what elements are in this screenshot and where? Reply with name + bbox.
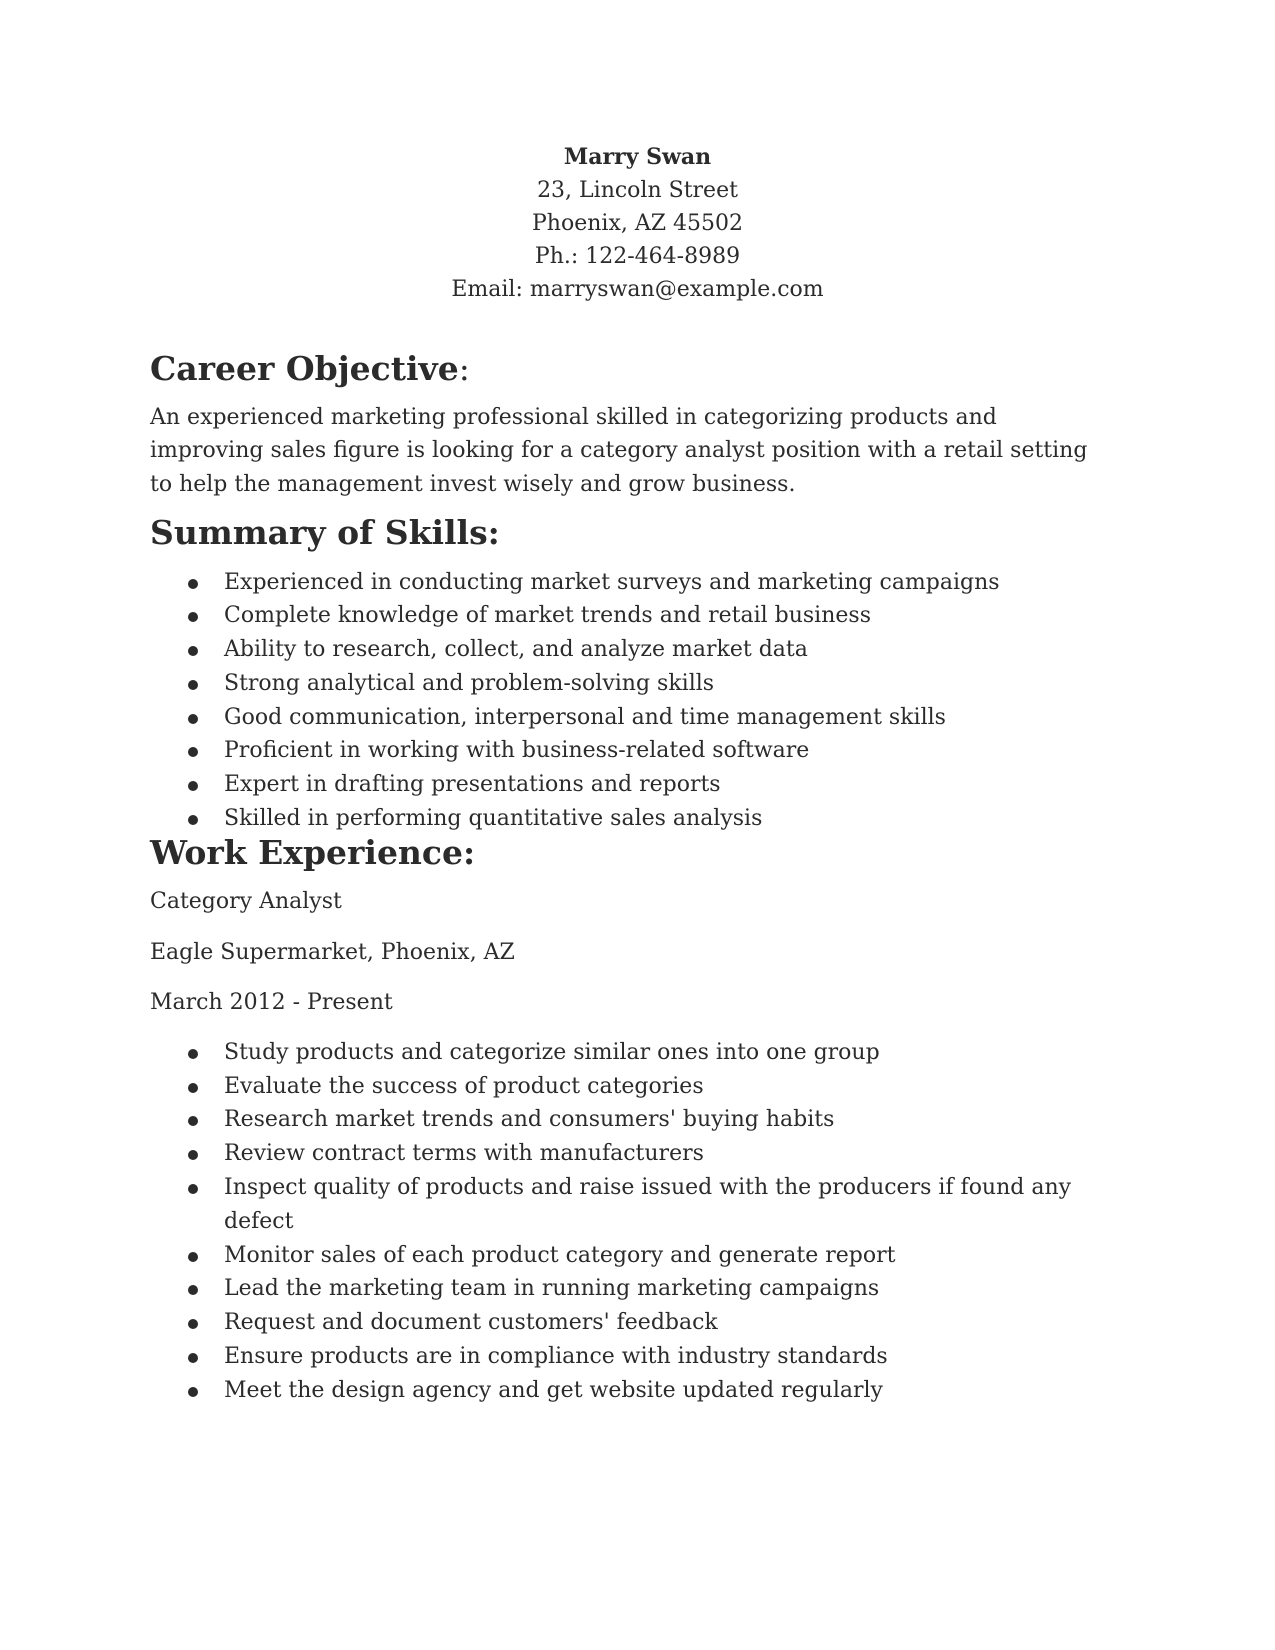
resume-body bbox=[150, 349, 1110, 1408]
skill-text: Good communication, interpersonal and time management skills bbox=[224, 704, 946, 730]
bullet-icon bbox=[188, 612, 198, 622]
skill-item bbox=[150, 768, 1110, 802]
bullet-icon bbox=[188, 815, 198, 825]
career-objective-heading bbox=[150, 349, 1110, 388]
duty-item bbox=[150, 1171, 1110, 1239]
bullet-icon bbox=[188, 1184, 198, 1194]
bullet-icon bbox=[188, 646, 198, 656]
bullet-icon bbox=[188, 579, 198, 589]
duty-item bbox=[150, 1239, 1110, 1273]
skill-text: Skilled in performing quantitative sales analysis bbox=[224, 806, 763, 832]
skill-item bbox=[150, 701, 1110, 735]
duty-text: Request and document customers' feedback bbox=[224, 1310, 718, 1336]
skills-heading: Summary of Skills: bbox=[150, 513, 500, 552]
duty-text: Meet the design agency and get website updated regularly bbox=[224, 1377, 883, 1403]
bullet-icon bbox=[188, 781, 198, 791]
work-experience-heading: Work Experience: bbox=[150, 832, 476, 872]
bullet-icon bbox=[188, 1285, 198, 1295]
skill-text: Complete knowledge of market trends and retail business bbox=[224, 603, 871, 629]
skill-text: Proficient in working with business-related software bbox=[224, 738, 810, 764]
email-address: Email: marryswan@example.com bbox=[451, 277, 824, 302]
duty-item bbox=[150, 1374, 1110, 1408]
duty-item bbox=[150, 1036, 1110, 1070]
career-objective-title: Career Objective bbox=[150, 349, 459, 388]
duty-item bbox=[150, 1137, 1110, 1171]
skill-text: Experienced in conducting market surveys and marketing campaigns bbox=[224, 569, 1000, 595]
skills-list bbox=[150, 566, 1110, 836]
career-objective-colon: : bbox=[458, 349, 470, 388]
address-line-2: Phoenix, AZ 45502 bbox=[532, 211, 743, 236]
career-objective-text: An experienced marketing professional skilled in categorizing products and improving sales figure is looking for a category analyst position with a retail setting to help the management invest wisely and grow business. bbox=[150, 404, 1088, 497]
duty-item bbox=[150, 1070, 1110, 1104]
bullet-icon bbox=[188, 1083, 198, 1093]
address-line-1: 23, Lincoln Street bbox=[537, 178, 738, 203]
duty-text: Evaluate the success of product categories bbox=[224, 1073, 704, 1099]
skill-item bbox=[150, 599, 1110, 633]
skill-text: Ability to research, collect, and analyze market data bbox=[224, 637, 808, 663]
skill-item bbox=[150, 667, 1110, 701]
duty-text: Review contract terms with manufacturers bbox=[224, 1141, 704, 1167]
skill-item bbox=[150, 734, 1110, 768]
duty-item bbox=[150, 1103, 1110, 1137]
duty-text: Inspect quality of products and raise issued with the producers if found any defect bbox=[224, 1175, 1072, 1234]
duty-text: Study products and categorize similar ones into one group bbox=[224, 1039, 880, 1065]
bullet-icon bbox=[188, 1353, 198, 1363]
duty-item bbox=[150, 1272, 1110, 1306]
employer: Eagle Supermarket, Phoenix, AZ bbox=[150, 939, 515, 965]
bullet-icon bbox=[188, 1116, 198, 1126]
applicant-name: Marry Swan bbox=[563, 144, 712, 170]
bullet-icon bbox=[188, 1319, 198, 1329]
bullet-icon bbox=[188, 1387, 198, 1397]
skill-text: Expert in drafting presentations and reports bbox=[224, 772, 721, 798]
bullet-icon bbox=[188, 747, 198, 757]
job-duties-list bbox=[150, 1036, 1110, 1408]
duty-text: Ensure products are in compliance with industry standards bbox=[224, 1344, 888, 1370]
job-title: Category Analyst bbox=[150, 889, 342, 915]
contact-header bbox=[0, 141, 1275, 306]
bullet-icon bbox=[188, 1049, 198, 1059]
employment-dates: March 2012 - Present bbox=[150, 990, 393, 1016]
bullet-icon bbox=[188, 1252, 198, 1262]
duty-text: Lead the marketing team in running marketing campaigns bbox=[224, 1276, 880, 1302]
skill-item bbox=[150, 566, 1110, 600]
duty-text: Monitor sales of each product category and generate report bbox=[224, 1242, 896, 1268]
duty-text: Research market trends and consumers' buying habits bbox=[224, 1107, 835, 1133]
skill-item bbox=[150, 633, 1110, 667]
bullet-icon bbox=[188, 1150, 198, 1160]
duty-item bbox=[150, 1306, 1110, 1340]
skill-item bbox=[150, 802, 1110, 836]
bullet-icon bbox=[188, 714, 198, 724]
phone-number: Ph.: 122-464-8989 bbox=[534, 244, 741, 269]
bullet-icon bbox=[188, 680, 198, 690]
duty-item bbox=[150, 1340, 1110, 1374]
skill-text: Strong analytical and problem-solving skills bbox=[224, 670, 715, 696]
